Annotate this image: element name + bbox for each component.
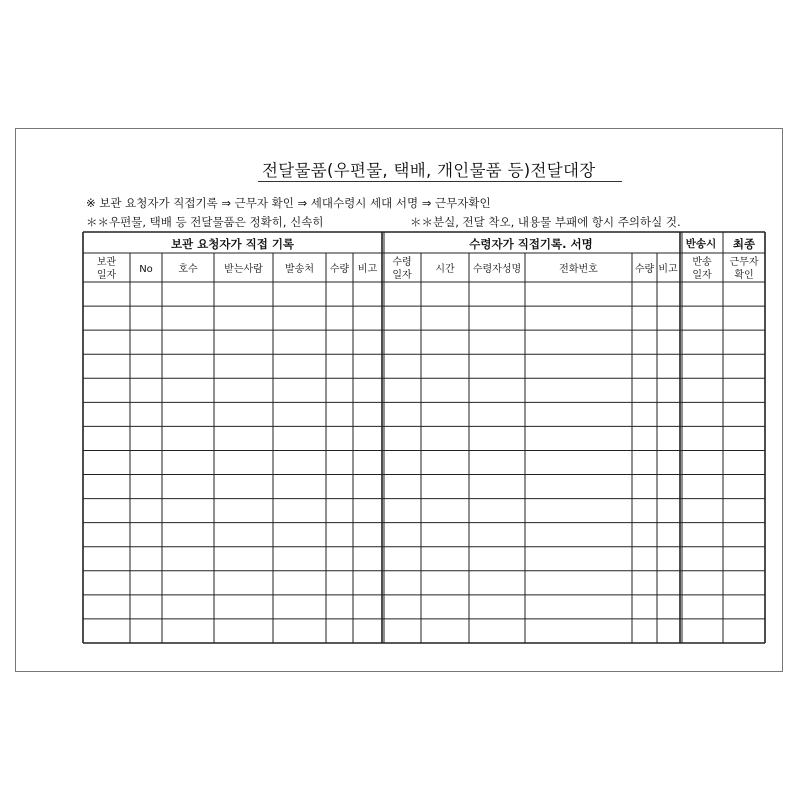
col-recv-name: 수령자성명 — [472, 264, 522, 275]
col-return-date — [681, 256, 723, 282]
group-header-final: 최종 — [732, 237, 756, 251]
col-staff-check-line1: 근무자 — [729, 257, 759, 268]
col-return-date-line1: 반송 — [692, 257, 712, 268]
page-title: 전달물품(우편물, 택배, 개인물품 등)전달대장 — [262, 161, 596, 180]
col-staff-check-line2: 확인 — [734, 270, 754, 281]
group-header-return: 반송시 — [685, 238, 717, 250]
col-time: 시간 — [435, 264, 455, 275]
col-return-date-line2: 일자 — [692, 270, 712, 281]
caution-note-left: ＊＊우편물, 택배 등 전달물품은 정확히, 신속히 — [86, 215, 324, 229]
col-recv-date-line1: 수령 — [392, 257, 412, 268]
caution-note-right: ＊＊분실, 전달 착오, 내용물 부패에 항시 주의하실 것. — [410, 215, 681, 229]
col-recv-date — [383, 256, 421, 282]
col-recipient: 받는사람 — [224, 264, 263, 275]
col-qty-1: 수량 — [329, 264, 350, 275]
col-no: No — [139, 264, 153, 275]
col-sender: 발송처 — [285, 264, 314, 275]
col-note-2: 비고 — [658, 264, 678, 275]
col-staff-check — [723, 256, 765, 282]
col-note-1: 비고 — [357, 264, 378, 275]
col-phone: 전화번호 — [559, 264, 598, 275]
col-store-date-line1: 보관 — [96, 257, 117, 268]
col-qty-2: 수량 — [634, 264, 655, 275]
group-header-receiver: 수령자가 직접기록. 서명 — [469, 237, 593, 251]
col-store-date-line2: 일자 — [96, 270, 117, 281]
group-header-storage: 보관 요청자가 직접 기록 — [170, 237, 295, 251]
col-unit: 호수 — [178, 264, 198, 275]
procedure-note: ※ 보관 요청자가 직접기록 ⇒ 근무자 확인 ⇒ 세대수령시 세대 서명 ⇒ 근무자확인 — [86, 196, 491, 210]
col-recv-date-line2: 일자 — [392, 270, 412, 281]
col-store-date — [83, 256, 130, 282]
